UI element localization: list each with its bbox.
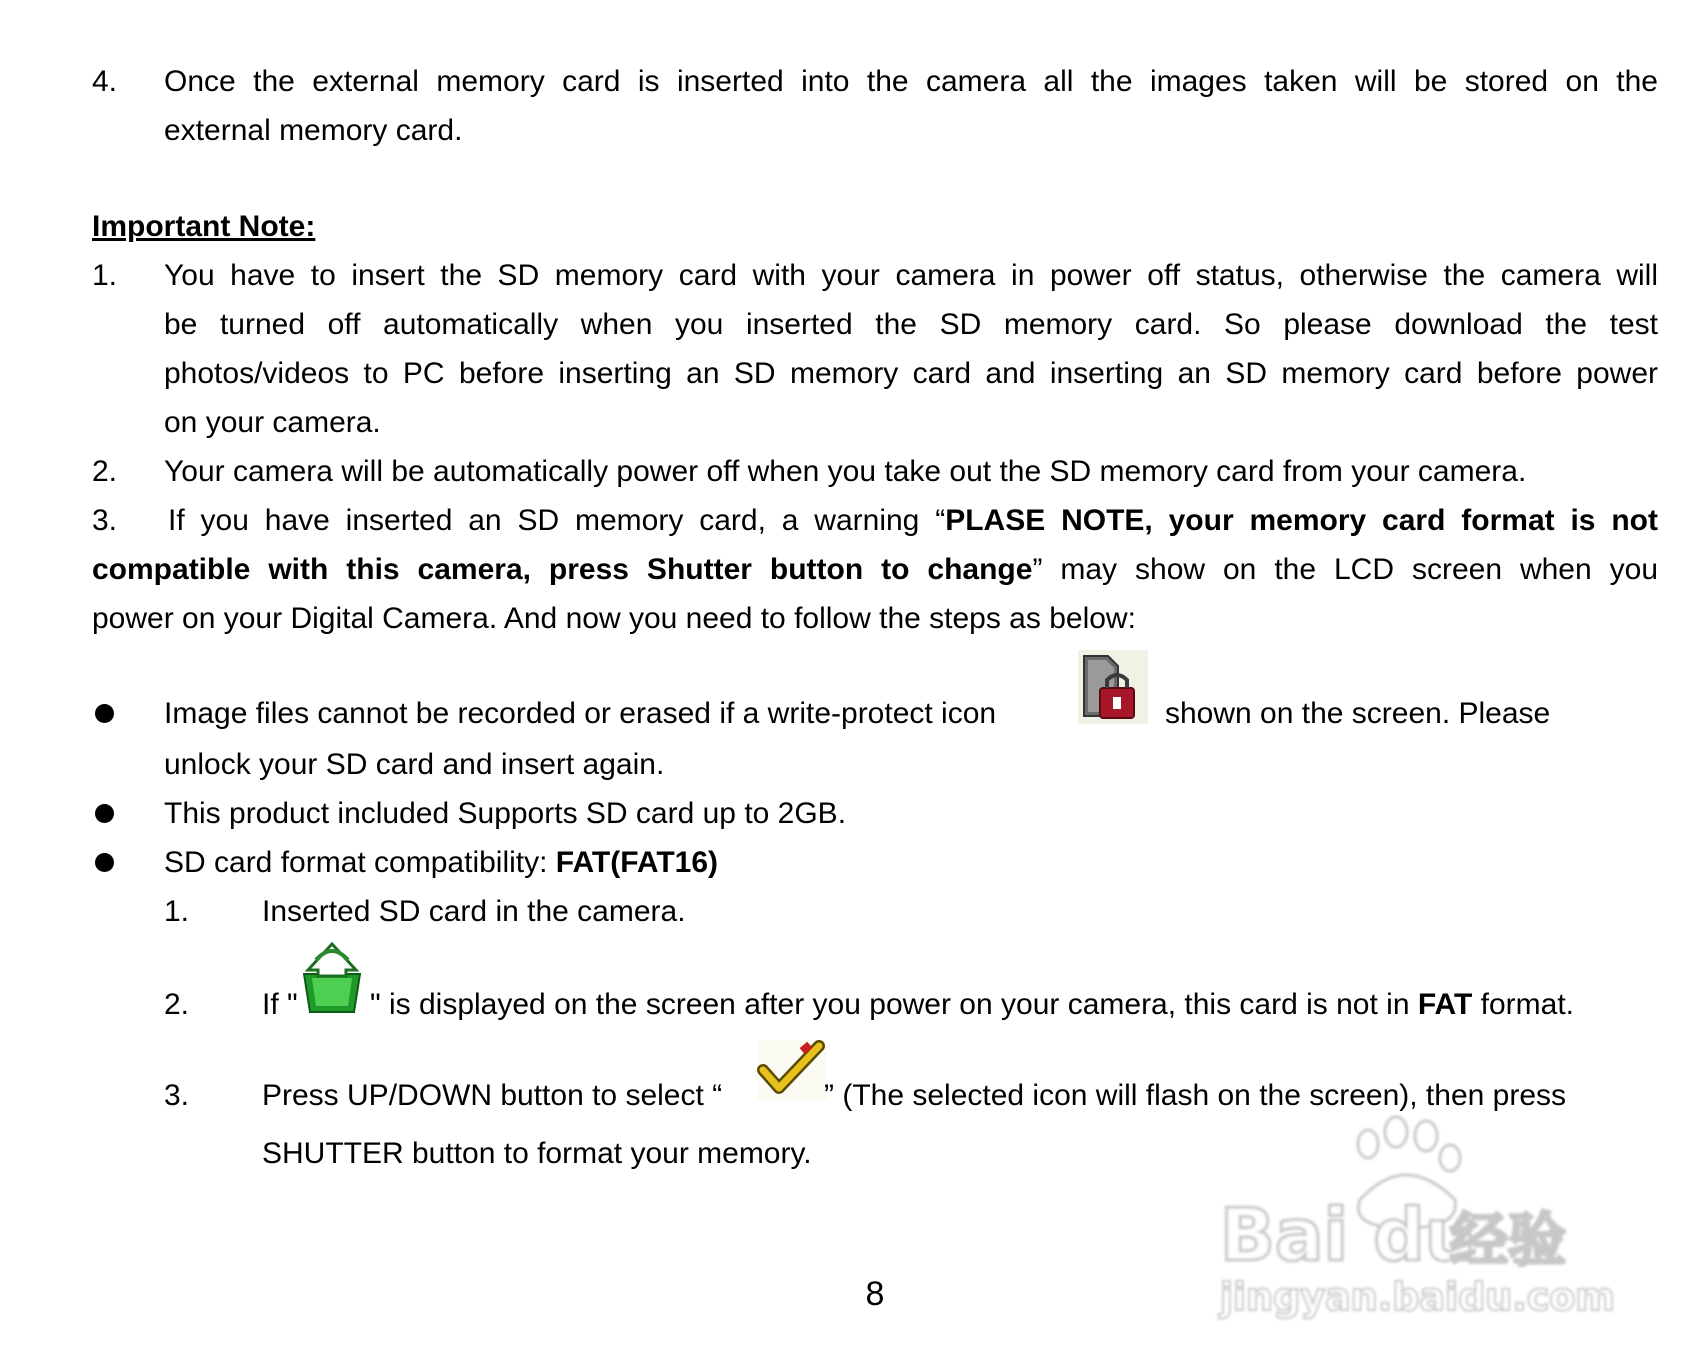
- note3-warning-bold-2: compatible with this camera, press Shutter button to change: [92, 553, 1033, 586]
- bullet1-line2: unlock your SD card and insert again.: [164, 748, 665, 781]
- bullet2-text: This product included Supports SD card up to 2GB.: [164, 797, 847, 830]
- step2-pre: If ": [262, 988, 298, 1021]
- step3-line2: SHUTTER button to format your memory.: [262, 1137, 812, 1170]
- item-number: 4.: [92, 65, 118, 98]
- item4-line1: Once the external memory card is inserted into the camera all the images taken will be stored on the: [164, 65, 1658, 98]
- bullet3-pre: SD card format compatibility:: [164, 846, 556, 879]
- watermark-brand: Bai du: [1220, 1193, 1477, 1277]
- bullet3-text: [164, 848, 718, 878]
- step-number: 2.: [164, 988, 190, 1021]
- note-number: 2.: [92, 455, 118, 488]
- note3-line3: power on your Digital Camera. And now you need to follow the steps as below:: [92, 602, 1136, 635]
- bullet-dot: [95, 804, 114, 823]
- note1-line2: be turned off automatically when you inserted the SD memory card. So please download the test: [164, 308, 1658, 341]
- bullet-dot: [95, 853, 114, 872]
- step-number: 3.: [164, 1079, 190, 1112]
- important-note-heading: Important Note:: [92, 210, 316, 243]
- item4-line2: external memory card.: [164, 114, 463, 147]
- step-number: 1.: [164, 895, 190, 928]
- note3-line2: [92, 555, 1658, 585]
- step1-text: Inserted SD card in the camera.: [262, 895, 686, 928]
- note1-line4: on your camera.: [164, 406, 381, 439]
- step2-fat: FAT: [1417, 988, 1473, 1021]
- bullet-dot: [95, 704, 114, 723]
- note1-line1: You have to insert the SD memory card with your camera in power off status, otherwise the camera will: [164, 259, 1658, 292]
- note3-warning-bold-1: PLASE NOTE, your memory card format is not: [945, 504, 1658, 537]
- green-card-warning-icon: [298, 940, 366, 1016]
- bullet1-post: shown on the screen. Please: [1165, 697, 1551, 730]
- note-number: 3.: [92, 504, 118, 537]
- sd-card-lock-icon: [1078, 650, 1148, 724]
- note3-pre: If you have inserted an SD memory card, a warning “: [168, 504, 946, 537]
- note-number: 1.: [92, 259, 118, 292]
- checkmark-icon: [757, 1040, 827, 1100]
- watermark-url: jingyan.baidu.com: [1220, 1275, 1615, 1319]
- note3-line1: [168, 506, 1658, 536]
- note1-line3: photos/videos to PC before inserting an SD memory card and inserting an SD memory card before power: [164, 357, 1658, 390]
- svg-text:经验: 经验: [1450, 1206, 1567, 1274]
- step2-text: [370, 990, 1574, 1020]
- step3-post: ” (The selected icon will flash on the screen), then press: [824, 1079, 1567, 1112]
- step2-post: format.: [1472, 988, 1574, 1021]
- baidu-jingyan-watermark: [1200, 1110, 1620, 1330]
- step3-pre: Press UP/DOWN button to select “: [262, 1079, 723, 1112]
- bullet3-fat-format: FAT(FAT16): [555, 846, 719, 879]
- step2-mid: " is displayed on the screen after you power on your camera, this card is not in: [370, 988, 1418, 1021]
- note2-line1: Your camera will be automatically power off when you take out the SD memory card from your camera.: [164, 455, 1527, 488]
- bullet1-pre: Image files cannot be recorded or erased if a write-protect icon: [164, 697, 997, 730]
- note3-post: ” may show on the LCD screen when you: [1032, 553, 1658, 586]
- page-number: 8: [865, 1275, 885, 1313]
